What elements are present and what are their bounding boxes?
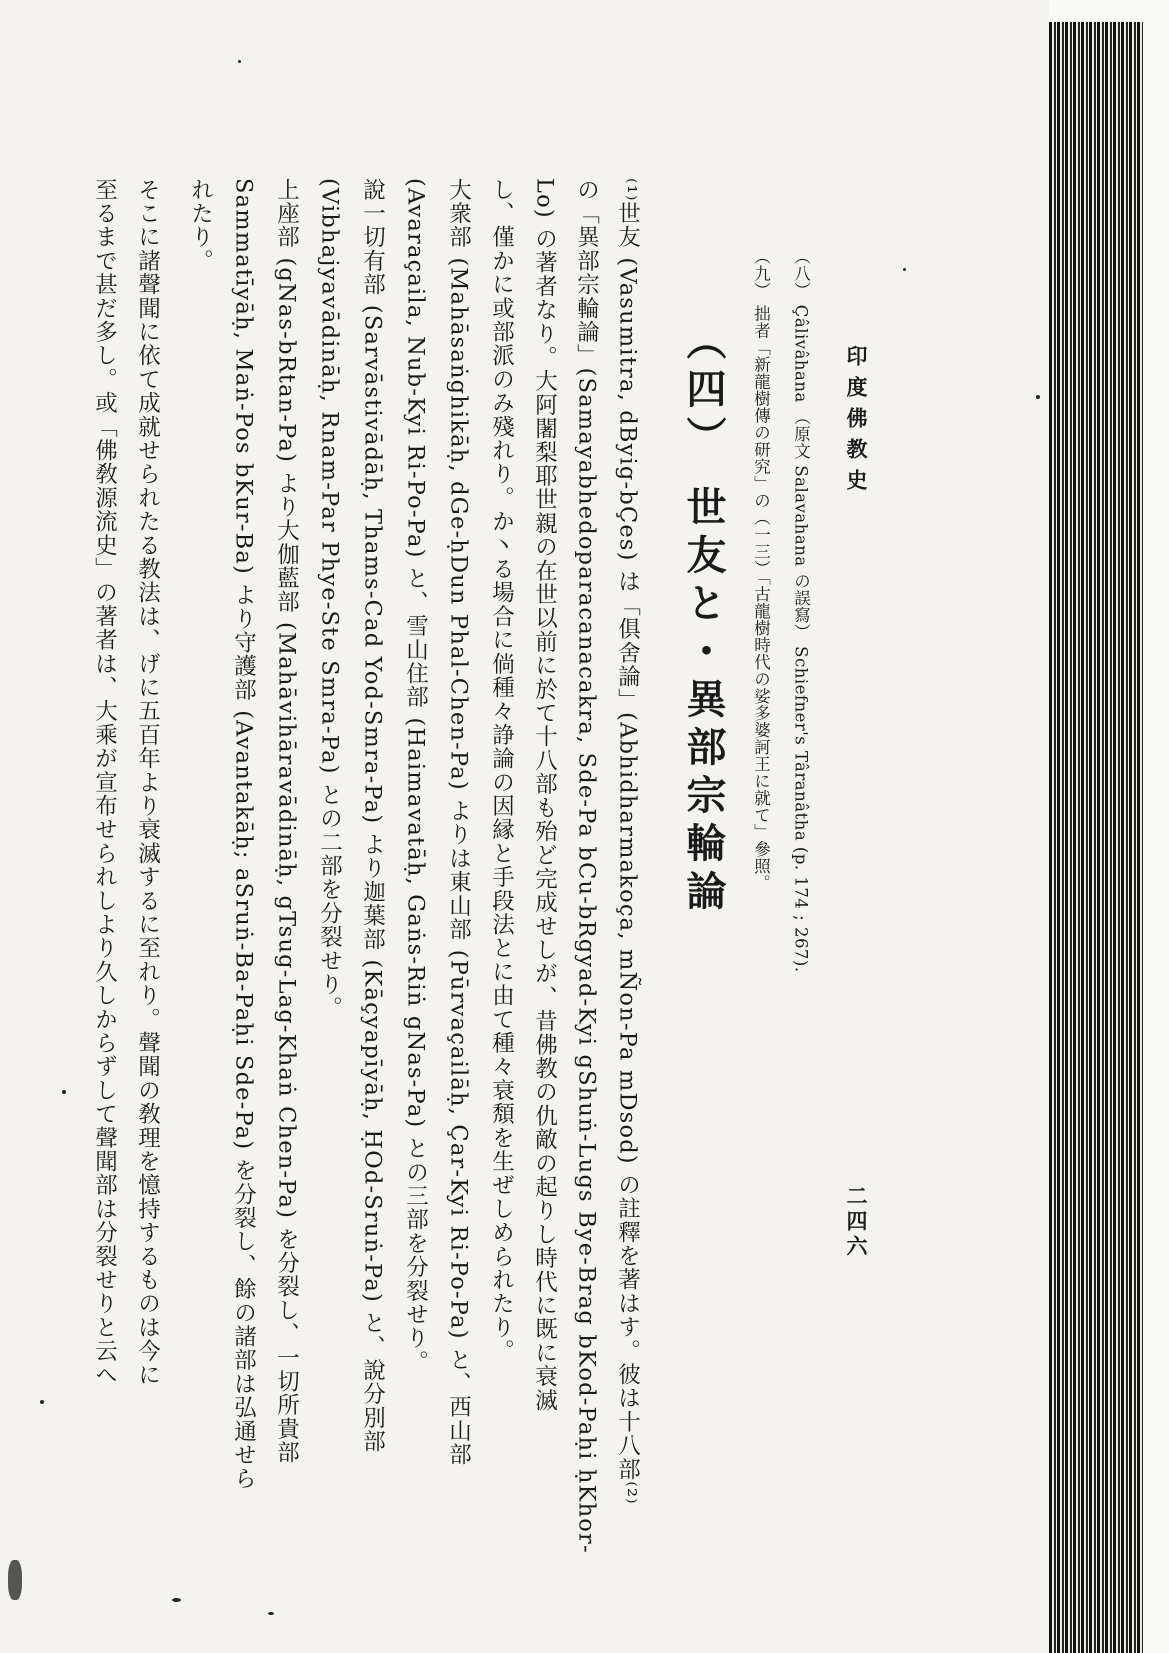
note-line: （八） Çâlivâhana （原文 Salavahana の誤寫） Schiefner's Târanâtha (p. 174 ; 267).: [791, 248, 811, 973]
scan-speck: [1036, 395, 1040, 399]
page-number: 二四六: [844, 1185, 869, 1260]
scan-speck: [268, 1612, 274, 1615]
scan-speck: [40, 1400, 44, 1404]
body-line: (Vibhajyavādināḥ, Rnam-Par Phye-Ste Smra-Pa) との二部を分裂せり。: [316, 178, 343, 1021]
body-line: ⁽¹⁾世友 (Vasumitra, dByig-bÇes) は「俱舍論」(Abhidharmakoça, mÑon-Pa mDsod) の註釋を著はす。彼は十八部⁽²⁾: [614, 178, 641, 1505]
body-line: 大衆部 (Mahāsaṅghikāḥ, dGe-ḥDun Phal-Chen-Pa) よりは東山部 (Pūrvaçailāḥ, Çar-Kyi Ri-Po-Pa) と、西山部: [445, 178, 472, 1467]
scan-speck: [903, 268, 906, 271]
body-line: れたり。: [187, 178, 214, 273]
body-line: Sammatīyāḥ, Maṅ-Pos bKur-Ba) より守護部 (Avantakāḥ; aSruṅ-Ba-Paḥi Sde-Pa) を分裂し、餘の諸部は弘通せら: [230, 178, 257, 1491]
scan-speck: [172, 1598, 181, 1602]
page-margin-edge: [1143, 0, 1169, 1653]
body-line: の「異部宗輪論」(Samayabhedoparacanacakra, Sde-Pa bCu-bRgyad-Kyi gShuṅ-Lugs Bye-Brag bKod-Paḥi ḥKhor-: [573, 178, 600, 1554]
body-line: 上座部 (gNas-bRtan-Pa) より大伽藍部 (Mahāvihāravādināḥ, gTsug-Lag-Khaṅ Chen-Pa) を分裂し、一切所貴部: [273, 178, 300, 1465]
scan-speck: [238, 60, 241, 63]
body-line: Lo) の著者なり。大阿闍梨耶世親の在世以前に於て十八部も殆ど完成せしが、昔佛教の仇敵の起りし時代に既に衰滅: [531, 178, 558, 1413]
scan-speck: [62, 1090, 66, 1094]
body-line: 至るまで甚だ多し。或「佛敎源流史」の著者は、大乘が宣布せられしより久しからずして聲聞部は分裂せりと云へ: [91, 178, 118, 1387]
body-line: し、僅かに或部派のみ殘れり。か丶る場合に倘種々諍論の因縁と手段法とに由て種々衰頽を生ぜしめられたり。: [488, 178, 515, 1363]
body-line: 說一切有部 (Sarvāstivādāḥ, Thams-Cad Yod-Smra-Pa) より迦葉部 (Kāçyapīyāḥ, ḤOd-Sruṅ-Pa) と、說分別部: [359, 178, 386, 1454]
section-title: （四） 世友と・異部宗輪論: [680, 320, 727, 918]
note-line: （九） 拙者「新龍樹傳の研究」の（一三）「古龍樹時代の娑多婆訶王に就て」參照。: [751, 248, 771, 892]
page-top-edge: [1049, 0, 1169, 22]
running-title: 印度佛教史: [844, 345, 869, 500]
body-line: そこに諸聲聞に依て成就せられたる教法は、げに五百年より衰滅するに至れり。聲聞の敎理を憶持するものは今に: [134, 178, 161, 1387]
scan-smudge: [8, 1560, 22, 1600]
body-line: (Avaraçaila, Nub-Kyi Ri-Po-Pa) と、雪山住部 (Haimavatāḥ, Gaṅs-Riṅ gNas-Pa) との三部を分裂せり。: [402, 178, 429, 1374]
